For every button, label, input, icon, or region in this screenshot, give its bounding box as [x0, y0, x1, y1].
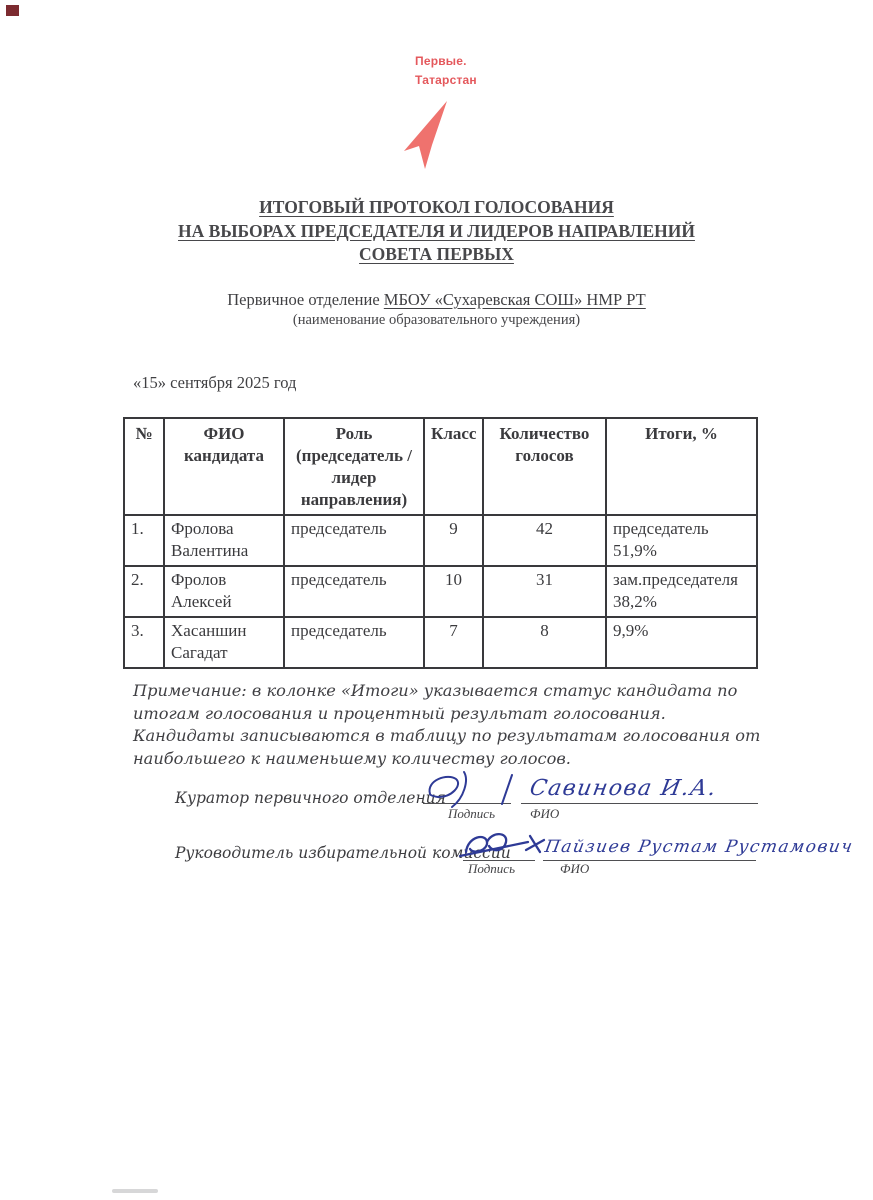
- cell-votes: 31: [483, 566, 606, 617]
- col-header-candidate: ФИО кандидата: [164, 418, 284, 515]
- cell-number: 2.: [124, 566, 164, 617]
- cell-grade: 9: [424, 515, 483, 566]
- organization-line: [0, 290, 873, 310]
- organization-caption: (наименование образовательного учреждения): [292, 312, 581, 328]
- note-paragraph: Примечание: в колонке «Итоги» указывается статус кандидата по итогам голосования и процентный результат голосования. Кандидаты записываются в таблицу по результатам голосования от наибольшего к наименьшему количеству голосов.: [133, 681, 761, 768]
- table-row: [124, 617, 757, 668]
- document-title: [0, 196, 873, 267]
- cell-number: 1.: [124, 515, 164, 566]
- scan-smudge: [112, 1189, 158, 1193]
- cell-result: 9,9%: [606, 617, 757, 668]
- col-header-number: №: [124, 418, 164, 515]
- logo-text-line2: Татарстан: [415, 73, 477, 87]
- commission-name-caption: ФИО: [560, 861, 590, 876]
- cell-votes: 42: [483, 515, 606, 566]
- organization-prefix: Первичное отделение: [227, 290, 384, 309]
- cell-candidate: Фролова Валентина: [164, 515, 284, 566]
- logo-arrow-icon: [398, 97, 466, 171]
- commission-handwritten-name: Пайзиев Рустам Рустамович: [543, 837, 856, 857]
- cell-candidate: Хасаншин Сагадат: [164, 617, 284, 668]
- voting-results-table: [123, 417, 758, 669]
- commission-signature-caption: Подпись: [468, 861, 515, 876]
- cell-role: председатель: [284, 515, 424, 566]
- logo-text: [415, 52, 477, 90]
- col-header-grade: Класс: [424, 418, 483, 515]
- table-row: [124, 515, 757, 566]
- cell-role: председатель: [284, 566, 424, 617]
- cell-grade: 7: [424, 617, 483, 668]
- curator-role-label: Куратор первичного отделения: [175, 789, 446, 807]
- cell-role: председатель: [284, 617, 424, 668]
- curator-name-caption: ФИО: [530, 806, 560, 821]
- protocol-date: «15» сентября 2025 год: [133, 373, 297, 392]
- cell-number: 3.: [124, 617, 164, 668]
- title-line-1: ИТОГОВЫЙ ПРОТОКОЛ ГОЛОСОВАНИЯ: [259, 197, 614, 217]
- organization-name: МБОУ «Сухаревская СОШ» НМР РТ: [383, 290, 646, 309]
- col-header-results: Итоги, %: [606, 418, 757, 515]
- logo-text-line1: Первые.: [415, 54, 467, 68]
- cell-candidate: Фролов Алексей: [164, 566, 284, 617]
- col-header-votes: Количество голосов: [483, 418, 606, 515]
- curator-signature-scribble-icon: [420, 770, 522, 810]
- cell-grade: 10: [424, 566, 483, 617]
- title-line-3: СОВЕТА ПЕРВЫХ: [359, 244, 514, 264]
- table-header-row: [124, 418, 757, 515]
- curator-signature-caption: Подпись: [448, 806, 495, 821]
- commission-head-role-label: Руководитель избирательной комиссии: [175, 844, 511, 862]
- curator-handwritten-name: Савинова И.А.: [527, 776, 720, 801]
- cell-result: зам.председателя 38,2%: [606, 566, 757, 617]
- col-header-role: Роль (председатель / лидер направления): [284, 418, 424, 515]
- title-line-2: НА ВЫБОРАХ ПРЕДСЕДАТЕЛЯ И ЛИДЕРОВ НАПРАВЛЕНИЙ: [178, 220, 695, 241]
- cell-votes: 8: [483, 617, 606, 668]
- cell-result: председатель 51,9%: [606, 515, 757, 566]
- table-row: [124, 566, 757, 617]
- scan-corner-mark: [6, 5, 19, 16]
